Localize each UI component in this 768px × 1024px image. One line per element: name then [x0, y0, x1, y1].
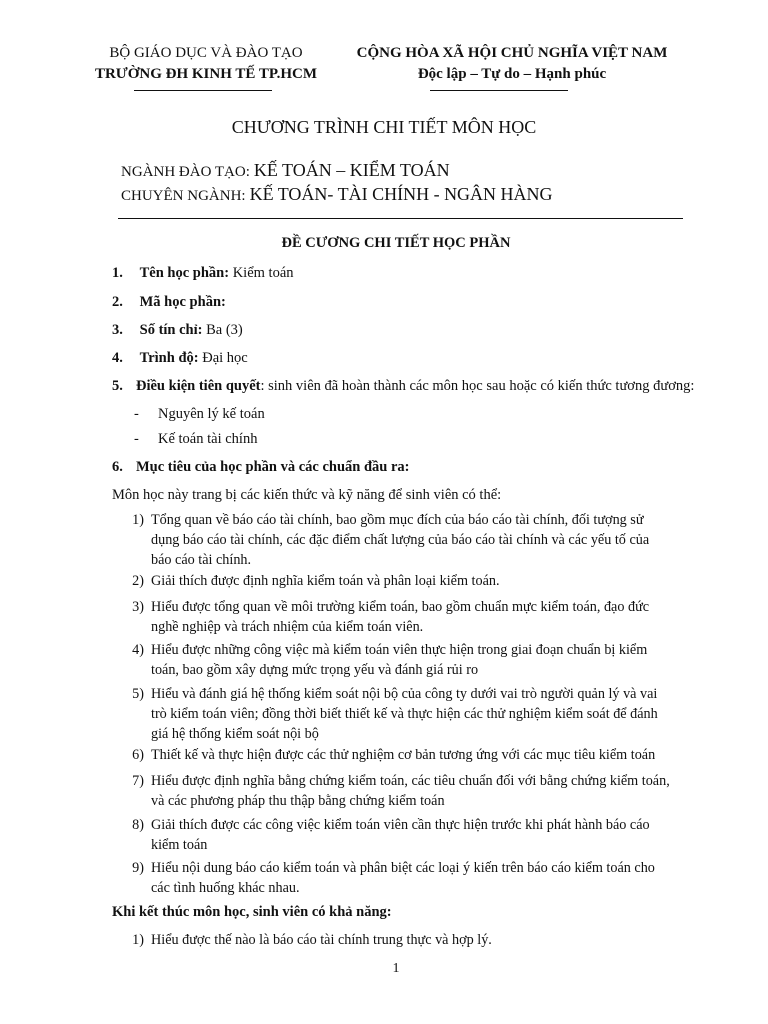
item-number: 1)	[132, 512, 144, 528]
item-line: Thiết kế và thực hiện được các thử nghiệm cơ bản tương ứng với các mục tiêu kiểm toán	[151, 747, 656, 763]
dash-bullet: -	[134, 431, 139, 447]
item-line: Hiểu được thế nào là báo cáo tài chính trung thực và hợp lý.	[151, 932, 492, 948]
item-number: 1)	[132, 932, 144, 948]
specialization-value: KẾ TOÁN- TÀI CHÍNH - NGÂN HÀNG	[249, 184, 553, 204]
item-line: các tình huống khác nhau.	[151, 880, 300, 896]
dash-bullet: -	[134, 406, 139, 422]
prerequisite-item	[134, 431, 257, 448]
field-number: 1.	[112, 265, 123, 281]
field-number: 4.	[112, 350, 123, 366]
prerequisite-text: Nguyên lý kế toán	[158, 406, 265, 422]
major-label: NGÀNH ĐÀO TẠO:	[121, 164, 250, 180]
field-label: Điều kiện tiên quyết	[136, 378, 261, 394]
major-line	[121, 160, 450, 181]
field-value: Ba (3)	[206, 322, 243, 338]
item-number: 5)	[132, 686, 144, 702]
item-line: Tổng quan về báo cáo tài chính, bao gồm mục đích của báo cáo tài chính, đối tượng sử	[151, 512, 644, 528]
field-level	[112, 350, 248, 367]
section-objectives-heading	[112, 459, 410, 476]
field-value: : sinh viên đã hoàn thành các môn học sau hoặc có kiến thức tương đương:	[260, 378, 695, 394]
section-divider	[118, 218, 683, 219]
item-line: giá hệ thống kiểm soát nội bộ	[151, 726, 319, 742]
item-line: Hiểu được định nghĩa bằng chứng kiểm toán, các tiêu chuẩn đối với bằng chứng kiểm toán,	[151, 773, 670, 789]
item-line: Giải thích được các công việc kiểm toán viên cần thực hiện trước khi phát hành báo cáo	[151, 817, 650, 833]
field-number: 6.	[112, 459, 123, 475]
item-line: và các phương pháp thu thập bằng chứng kiểm toán	[151, 793, 445, 809]
republic-name: CỘNG HÒA XÃ HỘI CHỦ NGHĨA VIỆT NAM	[356, 45, 668, 61]
field-credits	[112, 322, 243, 339]
ministry-name: BỘ GIÁO DỤC VÀ ĐÀO TẠO	[109, 45, 303, 61]
university-name: TRƯỜNG ĐH KINH TẾ TP.HCM	[94, 66, 318, 82]
major-value: KẾ TOÁN – KIỂM TOÁN	[253, 160, 450, 180]
field-label: Mục tiêu của học phần và các chuẩn đầu ra:	[136, 459, 410, 475]
item-number: 3)	[132, 599, 144, 615]
field-label: Mã học phần:	[139, 294, 226, 310]
outline-title: ĐỀ CƯƠNG CHI TIẾT HỌC PHẦN	[281, 235, 511, 251]
item-line: kiểm toán	[151, 837, 208, 853]
item-line: Hiểu nội dung báo cáo kiểm toán và phân biệt các loại ý kiến trên báo cáo kiểm toán cho	[151, 860, 655, 876]
item-line: Hiểu và đánh giá hệ thống kiểm soát nội bộ của công ty dưới vai trò người quản lý và vai	[151, 686, 658, 702]
national-motto: Độc lập – Tự do – Hạnh phúc	[417, 66, 607, 82]
field-label: Số tín chỉ:	[139, 322, 203, 338]
item-line: trò kiểm toán viên; đồng thời biết thiết kế và thực hiện các thử nghiệm kiểm soát để đánh	[151, 706, 658, 722]
header-left-underline	[134, 90, 272, 91]
specialization-label: CHUYÊN NGÀNH:	[121, 188, 246, 204]
field-label: Tên học phần:	[139, 265, 230, 281]
item-line: dụng báo cáo tài chính, các đặc điểm chất lượng của báo cáo tài chính và các yếu tố của	[151, 532, 650, 548]
item-line: Hiểu được tổng quan về môi trường kiểm toán, bao gồm chuẩn mực kiểm toán, đạo đức	[151, 599, 650, 615]
field-number: 5.	[112, 378, 123, 394]
item-number: 2)	[132, 573, 144, 589]
item-line: báo cáo tài chính.	[151, 552, 252, 568]
item-number: 6)	[132, 747, 144, 763]
header-right-underline	[430, 90, 568, 91]
field-course-code	[112, 294, 226, 311]
prerequisite-item	[134, 406, 265, 423]
field-value: Kiểm toán	[232, 265, 294, 281]
field-label: Trình độ:	[139, 350, 199, 366]
item-line: nghề nghiệp và trách nhiệm của kiểm toán viên.	[151, 619, 424, 635]
objectives-intro: Môn học này trang bị các kiến thức và kỹ năng để sinh viên có thể:	[112, 487, 502, 503]
item-number: 4)	[132, 642, 144, 658]
prerequisite-text: Kế toán tài chính	[158, 431, 258, 447]
item-line: toán, bao gồm xây dựng mức trọng yếu và đánh giá rủi ro	[151, 662, 479, 678]
outcomes-heading: Khi kết thúc môn học, sinh viên có khả năng:	[112, 904, 392, 920]
field-course-name	[112, 265, 294, 282]
document-title: CHƯƠNG TRÌNH CHI TIẾT MÔN HỌC	[231, 117, 537, 137]
field-number: 2.	[112, 294, 123, 310]
item-line: Hiểu được những công việc mà kiểm toán viên thực hiện trong giai đoạn chuẩn bị kiểm	[151, 642, 648, 658]
item-number: 9)	[132, 860, 144, 876]
item-number: 7)	[132, 773, 144, 789]
field-value: Đại học	[202, 350, 248, 366]
specialization-line	[121, 184, 553, 205]
item-line: Giải thích được định nghĩa kiểm toán và phân loại kiểm toán.	[151, 573, 500, 589]
field-number: 3.	[112, 322, 123, 338]
page-number: 1	[392, 961, 400, 976]
field-prerequisites	[112, 378, 694, 395]
item-number: 8)	[132, 817, 144, 833]
